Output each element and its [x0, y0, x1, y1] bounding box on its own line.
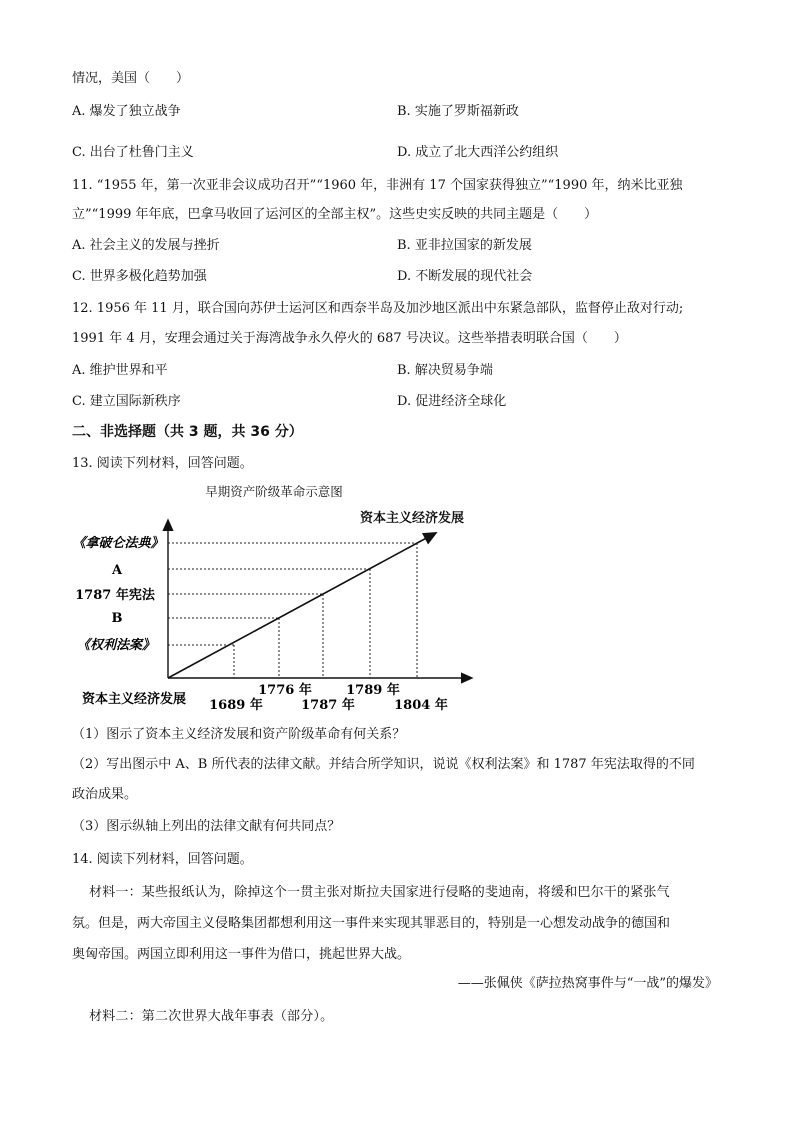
q11-stem-line2: 立”“1999 年年底，巴拿马收回了运河区的全部主权”。这些史实反映的共同主题是（ ） [72, 207, 598, 222]
q10-option-a: A. 爆发了独立战争 [72, 104, 181, 119]
y-label-constitution-1787: 1787 年宪法 [75, 588, 155, 603]
q14-material1-line2: 氛。但是，两大帝国主义侵略集团都想利用这一事件来实现其罪恶目的，特别是一心想发动战争的德国和 [72, 916, 671, 931]
q14-material1-line1: 材料一：某些报纸认为，除掉这个一贯主张对斯拉夫国家进行侵略的斐迪南，将缓和巴尔干的紧张气 [89, 885, 670, 900]
q14-intro: 14. 阅读下列材料，回答问题。 [72, 852, 253, 867]
q13-sub2-line1: （2）写出图示中 A、B 所代表的法律文献。并结合所学知识，说说《权利法案》和 1787 年宪法取得的不同 [72, 757, 695, 772]
q10-stem-tail: 情况，美国（ ） [72, 71, 190, 86]
y-label-a: A [111, 563, 123, 578]
q12-stem-line2: 1991 年 4 月，安理会通过关于海湾战争永久停火的 687 号决议。这些举措表明联合国（ ） [72, 331, 627, 346]
q11-option-a: A. 社会主义的发展与挫折 [72, 238, 220, 253]
q14-material2: 材料二：第二次世界大战年事表（部分）。 [89, 1009, 334, 1024]
economic-development-line [168, 535, 432, 678]
x-label-1789: 1789 年 [346, 683, 400, 698]
q12-option-c: C. 建立国际新秩序 [72, 394, 181, 409]
q11-option-d: D. 不断发展的现代社会 [397, 269, 533, 284]
x-label-1787: 1787 年 [301, 698, 355, 713]
y-label-napoleonic-code: 《拿破仑法典》 [72, 536, 164, 551]
x-label-1776: 1776 年 [258, 683, 312, 698]
q13-sub3: （3）图示纵轴上列出的法律文献有何共同点？ [72, 819, 341, 834]
q12-option-d: D. 促进经济全球化 [397, 394, 507, 409]
q13-intro: 13. 阅读下列材料，回答问题。 [72, 456, 253, 471]
q10-option-c: C. 出台了杜鲁门主义 [72, 145, 194, 160]
y-label-bill-of-rights: 《权利法案》 [76, 638, 156, 653]
q12-option-b: B. 解决贸易争端 [397, 363, 493, 378]
q12-option-a: A. 维护世界和平 [72, 363, 168, 378]
q13-sub1: （1）图示了资本主义经济发展和资产阶级革命有何关系？ [72, 727, 406, 742]
y-label-b: B [111, 611, 123, 626]
section-2-heading: 二、非选择题（共 3 题，共 36 分） [72, 424, 303, 440]
x-label-1689: 1689 年 [209, 698, 263, 713]
q11-stem-line1: 11. “1955 年，第一次亚非会议成功召开”“1960 年，非洲有 17 个国家获得独立”“1990 年，纳米比亚独 [72, 178, 683, 193]
q11-option-b: B. 亚非拉国家的新发展 [397, 238, 532, 253]
q10-option-b: B. 实施了罗斯福新政 [397, 104, 519, 119]
q11-option-c: C. 世界多极化趋势加强 [72, 269, 207, 284]
chart-line-label: 资本主义经济发展 [359, 511, 465, 526]
q14-material1-line3: 奥匈帝国。两国立即利用这一事件为借口，挑起世界大战。 [72, 947, 411, 962]
x-axis-title: 资本主义经济发展 [81, 692, 187, 707]
q10-option-d: D. 成立了北大西洋公约组织 [397, 145, 559, 160]
q12-stem-line1: 12. 1956 年 11 月，联合国向苏伊士运河区和西奈半岛及加沙地区派出中东紧急部队，监督停止敌对行动; [72, 301, 684, 316]
x-label-1804: 1804 年 [394, 698, 448, 713]
q13-sub2-line2: 政治成果。 [72, 787, 138, 802]
q14-material1-source: ——张佩侠《萨拉热窝事件与“一战”的爆发》 [457, 976, 718, 991]
chart-title: 早期资产阶级革命示意图 [205, 484, 343, 499]
